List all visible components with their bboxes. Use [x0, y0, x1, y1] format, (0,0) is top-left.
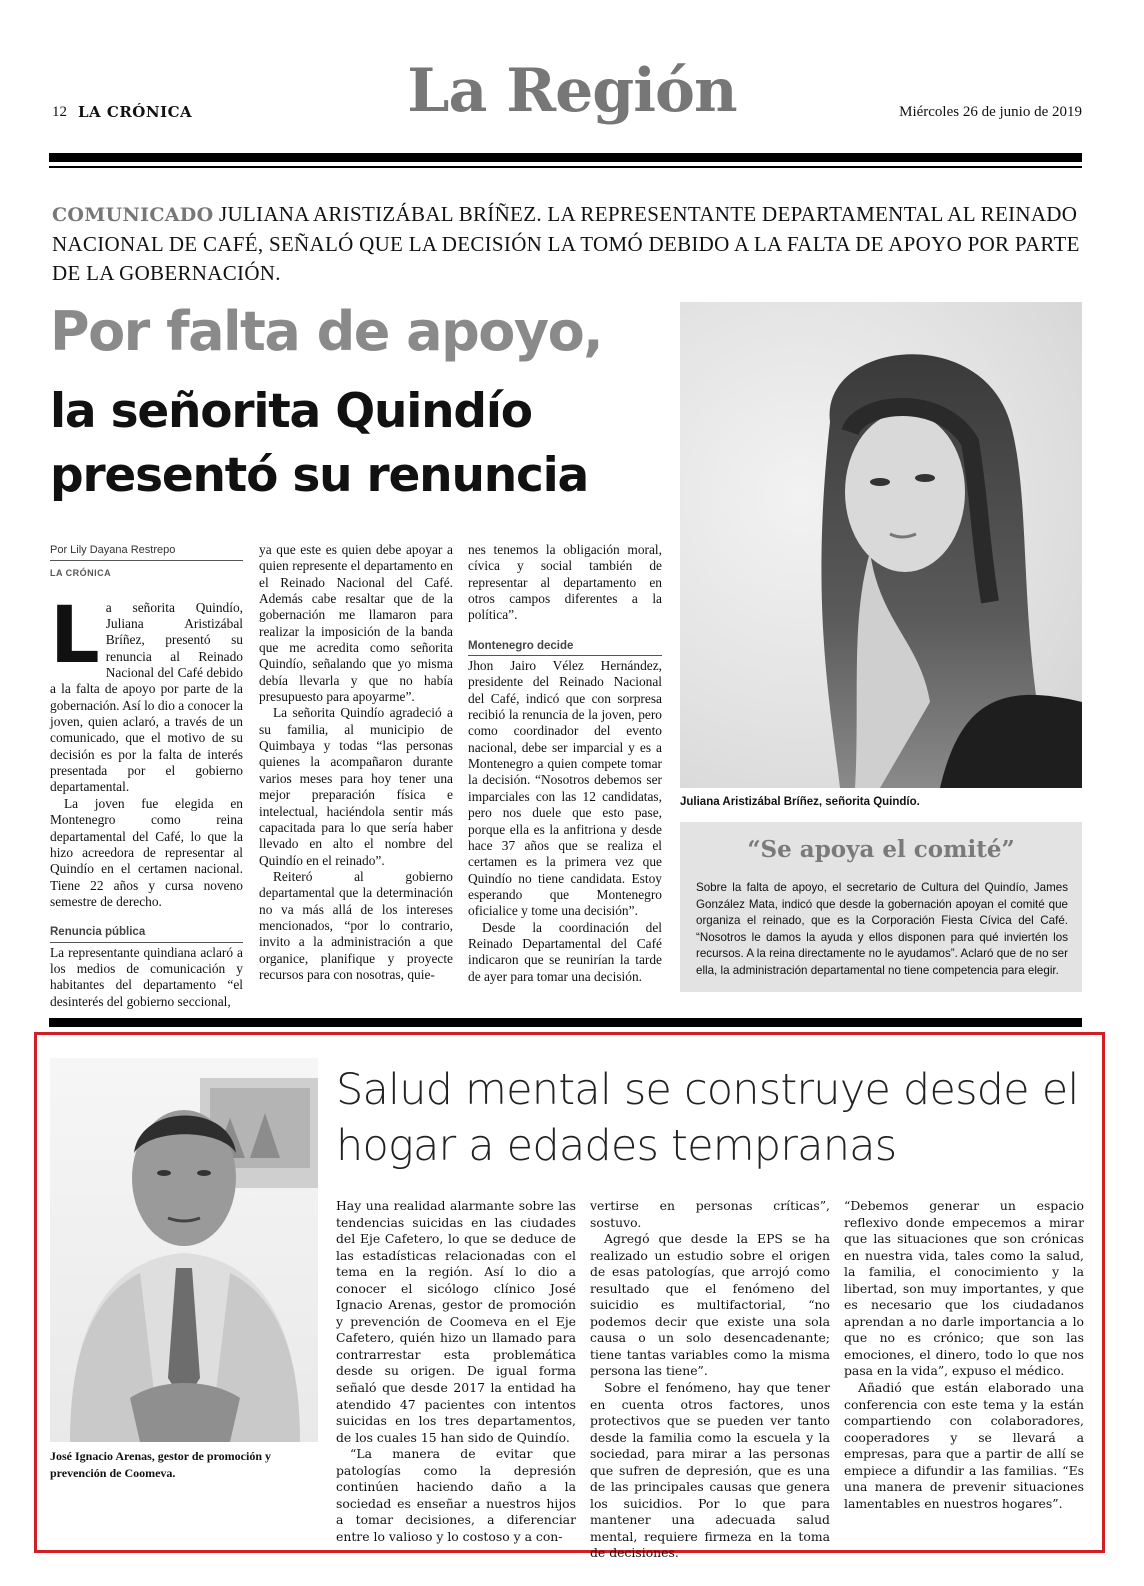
masthead-rule-thin	[49, 166, 1082, 168]
story1-column-1	[50, 542, 243, 1010]
byline-publication: LA CRÓNICA	[50, 568, 112, 579]
article-paragraph: La representante quindiana aclaró a los medios de comunicación y habitantes del departamento “el desinterés del gobierno seccional,	[50, 944, 243, 1009]
article-paragraph: Hay una realidad alarmante sobre las tendencias suicidas en las ciudades del Eje Cafetero, lo que se deduce de las estadísticas relacionadas con el tema en la región. Así lo dio a conocer el sicólogo clínico José Ignacio Arenas, gestor de promoción y prevención de Coomeva en el Eje Cafetero, quién hizo un llamado para contrarrestar esta problemática desde su origen. De igual forma señaló que desde 2017 la entidad ha atendido 47 pacientes con intentos suicidas en los tres departamentos, de los cuales 15 han sido de Quindío.	[336, 1198, 576, 1445]
story2-column-2	[590, 1198, 830, 1562]
page-number: 12	[52, 104, 67, 120]
portrait-illustration	[50, 1058, 318, 1442]
photo-caption: José Ignacio Arenas, gestor de promoción y prevención de Coomeva.	[50, 1449, 271, 1480]
portrait-illustration	[680, 302, 1082, 788]
article-paragraph: Agregó que desde la EPS se ha realizado un estudio sobre el origen de esas patologías, que arrojó como resultado que el fenómeno del suicidio es multifactorial, “no podemos decir que existe una sola causa o un solo desencadenante; tiene tantas variables como la misma persona las tiene”.	[590, 1231, 830, 1379]
article-paragraph: Añadió que están elaborado una conferencia con este tema y la están compartiendo con colaboradores, cooperadores y se llevará a empresas, para que a partir de allí se empiece a difundir a las familias. “Es una manera de prevenir situaciones lamentables en nuestros hogares”.	[844, 1380, 1084, 1511]
photo-caption: Juliana Aristizábal Bríñez, señorita Quindío.	[680, 796, 920, 808]
subheading: Montenegro decide	[468, 638, 662, 656]
drop-cap: L	[50, 590, 100, 681]
story2-column-1	[336, 1198, 576, 1545]
article-paragraph: La joven fue elegida en Montenegro como reina departamental del Café, lo que la hizo acreedora de representar al Quindío en el certamen nacional. Tiene 22 años y cursa noveno semestre de derecho.	[50, 795, 243, 909]
masthead-rule	[49, 153, 1082, 162]
article-paragraph: Jhon Jairo Vélez Hernández, presidente del Reinado Nacional del Café, indicó que con sorpresa recibió la renuncia de la joven, pero como coordinador del evento nacional, debe ser imparcial y es a Montenegro a quien compete tomar la decisión. “Nosotros debemos ser imparciales con las 12 candidatas, pero nos duele que esto pase, porque ella es la anfitriona y desde hace 37 años que se realiza el certamen es la primera vez que Quindío no tiene candidata. Estoy esperando que Montenegro oficialice y tome una decisión”.	[468, 658, 662, 919]
byline: Por Lily Dayana Restrepo	[50, 542, 243, 561]
article-paragraph: La señorita Quindío agradeció a su familia, al municipio de Quimbaya y todas “las personas quienes la acompañaron durante varios meses para hoy tener una mejor preparación física e intelectual, haciéndola sentir más capacitada para lo que sería haber llevado en alto el nombre del Quindío en el reinado”.	[259, 705, 453, 868]
article-paragraph: vertirse en personas críticas”, sostuvo.	[590, 1198, 830, 1230]
publication-name: LA CRÓNICA	[78, 103, 193, 121]
article-paragraph: “Debemos generar un espacio reflexivo donde empecemos a mirar que las situaciones que son crónicas en nuestra vida, tales como la salud, la familia, el conocimiento y la libertad, son muy importantes, y que es necesario que los ciudadanos aprendan a no darle importancia a lo que no es crónico; que son las emociones, el dinero, todo lo que nos pasa en la vida”, expuso el médico.	[844, 1198, 1084, 1379]
story2-column-3	[844, 1198, 1084, 1512]
article-paragraph: Reiteró al gobierno departamental que la determinación no va más allá de los intereses mencionados, “por lo contrario, invito a la administración a que organice, planifique y proyecte recursos para con nosotras, quie-	[259, 868, 453, 982]
article-paragraph: Desde la coordinación del Reinado Departamental del Café indicaron que se reunirían la tarde de ayer para tomar una decisión.	[468, 919, 662, 984]
story1-column-3	[468, 542, 662, 985]
story-deck	[52, 200, 1087, 288]
article-paragraph: La señorita Quindío, Juliana Aristizábal Bríñez, presentó su renuncia al Reinado Nacional del Café debido a la falta de apoyo por parte de la gobernación. Así lo dio a conocer la joven, quien aclaró, a través de un comunicado, que el motivo de su decisión es por la falta de interés presentada por el gobierno departamental.	[50, 590, 243, 795]
story-divider	[49, 1018, 1082, 1027]
headline-line2: la señorita Quindío presentó su renuncia	[50, 384, 589, 503]
headline-line1: Por falta de apoyo,	[50, 300, 603, 363]
section-title: La Región	[407, 56, 737, 126]
deck-kicker: COMUNICADO	[52, 204, 214, 226]
issue-date: Miércoles 26 de junio de 2019	[899, 104, 1082, 120]
article-paragraph: Sobre el fenómeno, hay que tener en cuenta otros factores, unos protectivos que se pueden ver tanto desde la familia como la escuela y la sociedad, para mirar a las personas que sufren de depresión, que es una de las principales causas que genera los suicidios. Por lo que para mantener una adecuada salud mental, requiere firmeza en la toma de decisiones.	[590, 1380, 830, 1561]
article-paragraph: ya que este es quien debe apoyar a quien represente el departamento en el Reinado Nacional del Café. Además cabe resaltar que de la gobernación me llamaron para realizar la imposición de la banda que me acredita como señorita Quindío, señalando que yo misma debía llevarla y que no había presupuesto para apoyarme”.	[259, 542, 453, 705]
man-portrait-photo	[50, 1058, 318, 1442]
article-paragraph: “La manera de evitar que patologías como la depresión continúen haciendo daño a la sociedad es enseñar a nuestros hijos a tomar decisiones, a diferenciar entre lo valioso y lo costoso y a con-	[336, 1446, 576, 1544]
woman-portrait-photo	[680, 302, 1082, 788]
story1-column-2	[259, 542, 453, 983]
article-paragraph: nes tenemos la obligación moral, cívica y social también de representar al departamento en otros campos diferentes a la política”.	[468, 542, 662, 623]
story2-headline: Salud mental se construye desde el hogar a edades tempranas	[336, 1065, 1079, 1171]
deck-text: JULIANA ARISTIZÁBAL BRÍÑEZ. LA REPRESENTANTE DEPARTAMENTAL AL REINADO NACIONAL DE CAFÉ, SEÑALÓ QUE LA DECISIÓN LA TOMÓ DEBIDO A LA FALTA DE APOYO POR PARTE DE LA GOBERNACIÓN.	[52, 202, 1080, 285]
sidebar-title: “Se apoya el comité”	[747, 836, 1015, 863]
subheading: Renuncia pública	[50, 924, 243, 942]
sidebar-body: Sobre la falta de apoyo, el secretario de Cultura del Quindío, James González Mata, indicó que desde la gobernación apoyan el comité que organiza el reinado, que es la Corporación Fiesta Cívica del Café. “Nosotros le damos la ayuda y ellos disponen para qué inviertén los recursos. A la reina directamente no le ayudamos”. Aclaró que de no ser ella, la administración departamental no tiene competencia para elegir.	[696, 881, 1068, 977]
